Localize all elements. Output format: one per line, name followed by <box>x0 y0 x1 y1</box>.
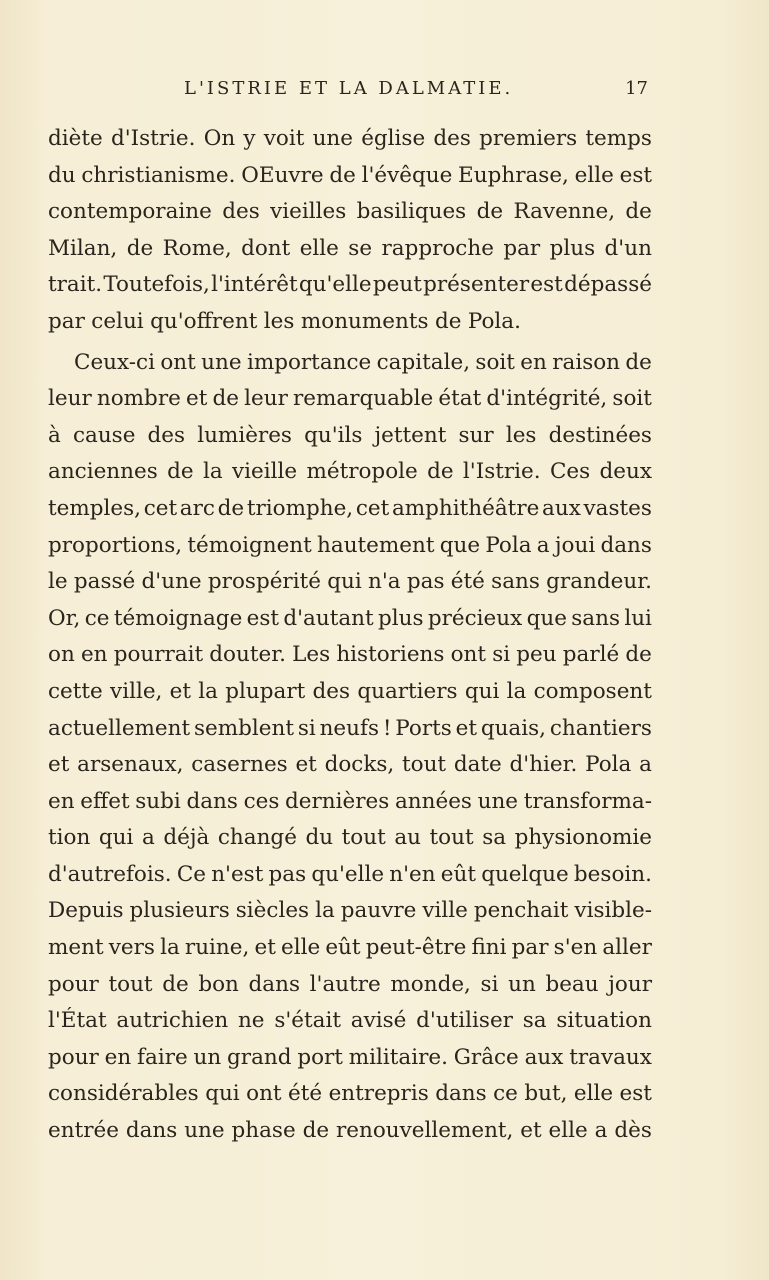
word: est <box>619 162 652 188</box>
body-text <box>48 121 652 1150</box>
word: elle <box>548 1118 588 1144</box>
word: que <box>526 605 567 631</box>
word: et <box>455 715 477 741</box>
word: un <box>508 971 536 997</box>
word: d'une <box>141 569 202 595</box>
word: subi <box>135 788 181 814</box>
word: et <box>48 752 70 778</box>
word: de <box>625 642 652 668</box>
word: été <box>288 1081 323 1107</box>
word: Euphrase, <box>458 162 569 188</box>
word: voit <box>263 126 305 151</box>
text-line <box>48 194 652 231</box>
word: sa <box>482 825 507 851</box>
word: ! <box>382 715 392 741</box>
word: d'autant <box>283 605 374 631</box>
text-line <box>48 1040 652 1077</box>
word: sa <box>522 1008 547 1034</box>
word: remarquable <box>293 386 434 412</box>
word: sans <box>571 605 620 631</box>
word: prospérité <box>207 569 321 595</box>
word: lumières <box>197 422 292 448</box>
word: tion <box>48 825 91 851</box>
word: dans <box>186 788 238 814</box>
word: ruine, <box>184 935 250 961</box>
word: cet <box>143 495 178 521</box>
word: plupart <box>225 678 306 704</box>
text-line <box>48 930 652 967</box>
word: n'est <box>211 861 264 887</box>
word: ville <box>422 898 468 924</box>
word: raison <box>552 349 621 375</box>
word: travaux <box>569 1044 652 1070</box>
word: si <box>492 642 511 668</box>
word: Les <box>292 642 331 668</box>
text-line <box>48 267 652 304</box>
word: on <box>48 642 75 668</box>
word: ce <box>493 1081 518 1107</box>
text-line <box>48 784 652 821</box>
word: Rome, <box>162 235 232 261</box>
word: qui <box>98 825 134 851</box>
word: l'État <box>48 1008 107 1034</box>
word: elle <box>574 162 614 188</box>
word: quartiers <box>357 678 458 704</box>
word: qui <box>205 1081 240 1107</box>
word: ville, <box>110 678 163 704</box>
word: parlé <box>562 642 620 668</box>
word: une <box>312 126 353 151</box>
word: une <box>184 1118 225 1144</box>
word: d'intégrité, <box>486 386 608 412</box>
text-line <box>48 454 652 491</box>
word: pour <box>48 971 99 997</box>
word: aller <box>602 935 652 961</box>
word: au <box>394 825 421 851</box>
word: anciennes <box>48 459 158 485</box>
word: et <box>185 386 208 412</box>
word: cause <box>72 422 136 448</box>
word: Ports <box>395 715 452 741</box>
word: quelque <box>481 861 569 887</box>
word: ment <box>48 935 104 961</box>
word: neufs <box>319 715 379 741</box>
word: christianisme. <box>81 162 236 188</box>
word: à <box>48 422 61 448</box>
text-line <box>48 893 652 930</box>
word: l'évêque <box>361 162 453 188</box>
word: monuments <box>300 308 429 334</box>
word: deux <box>599 459 652 485</box>
word: pauvre <box>340 898 417 924</box>
word: transforma- <box>523 788 652 814</box>
word: qui <box>464 678 500 704</box>
word: fini <box>471 935 507 961</box>
word: Milan, <box>48 235 118 261</box>
word: plus <box>378 605 424 631</box>
word: Depuis <box>48 898 124 924</box>
word: d'Istrie. <box>110 126 196 151</box>
word: hautement <box>317 532 435 558</box>
word: avisé <box>350 1008 407 1034</box>
word: la <box>202 459 223 485</box>
word: et <box>295 752 317 778</box>
text-line <box>48 967 652 1004</box>
word: but, <box>524 1081 568 1107</box>
word: de <box>625 349 652 375</box>
word: dans <box>435 1081 487 1107</box>
word: grandeur. <box>546 569 652 595</box>
word: Or, <box>48 605 81 631</box>
word: ce <box>84 605 110 631</box>
word: peut <box>372 272 422 298</box>
word: a <box>639 752 652 778</box>
word: a <box>141 825 155 851</box>
word: vers <box>108 935 155 961</box>
word: de <box>212 386 239 412</box>
word: église <box>361 126 426 151</box>
text-line <box>48 528 652 565</box>
word: siècles <box>235 898 310 924</box>
word: ont <box>160 349 196 375</box>
word: en <box>520 349 547 375</box>
word: pourrait <box>113 642 204 668</box>
word: renouvellement, <box>335 1118 514 1144</box>
word: qu'ils <box>304 422 363 448</box>
word: eût <box>440 861 476 887</box>
word: situation <box>556 1008 652 1034</box>
word: elle <box>573 1081 614 1107</box>
word: peu <box>516 642 557 668</box>
word: joui <box>554 532 596 558</box>
word: sur <box>458 422 494 448</box>
word: si <box>297 715 316 741</box>
word: proportions, <box>48 532 183 558</box>
word: est <box>619 1081 652 1107</box>
word: Toutefois, <box>103 272 210 298</box>
word: ne <box>237 1008 265 1034</box>
word: qu'offrent <box>150 308 258 334</box>
word: autrichien <box>116 1008 229 1034</box>
text-line <box>48 857 652 894</box>
word: dès <box>614 1118 652 1144</box>
word: temps <box>585 126 652 151</box>
word: sans <box>491 569 540 595</box>
text-line <box>48 1113 652 1150</box>
word: visible- <box>574 898 652 924</box>
word: l'intérêt <box>211 272 298 298</box>
word: elle <box>280 935 321 961</box>
word: tout <box>429 825 474 851</box>
word: trait. <box>48 272 103 298</box>
word: vieilles <box>270 199 347 225</box>
word: de <box>625 199 652 225</box>
word: de <box>126 235 154 261</box>
word: monde, <box>390 971 471 997</box>
word: des <box>222 199 260 225</box>
word: en <box>104 1044 132 1070</box>
word: présenter <box>423 272 530 298</box>
word: chantiers <box>549 715 652 741</box>
word: contemporaine <box>48 199 212 225</box>
word: OEuvre <box>241 162 324 188</box>
word: importance <box>246 349 372 375</box>
word: une <box>201 349 242 375</box>
word: la <box>315 898 335 924</box>
word: des <box>433 126 471 151</box>
word: port <box>297 1044 343 1070</box>
word: par <box>48 308 85 334</box>
word: la <box>506 678 527 704</box>
word: penchait <box>473 898 569 924</box>
word: et <box>520 1118 542 1144</box>
text-line <box>48 674 652 711</box>
word: destinées <box>548 422 652 448</box>
word: ont <box>246 1081 282 1107</box>
word: grand <box>227 1044 292 1070</box>
text-line <box>48 1003 652 1040</box>
word: l'autre <box>309 971 381 997</box>
word: qu'elle <box>311 861 385 887</box>
word: de <box>162 971 189 997</box>
word: elle <box>299 235 339 261</box>
word: jour <box>608 971 652 997</box>
text-line <box>48 491 652 528</box>
word: leur <box>48 386 92 412</box>
word: quais, <box>480 715 546 741</box>
word: temples, <box>48 495 141 521</box>
text-line <box>48 1076 652 1113</box>
word: déjà <box>163 825 210 851</box>
word: le <box>48 569 68 595</box>
word: tout <box>108 971 153 997</box>
word: de <box>329 162 356 188</box>
word: du <box>48 162 76 188</box>
word: plus <box>549 235 596 261</box>
word: arc <box>179 495 215 521</box>
word: semblent <box>193 715 294 741</box>
word: basiliques <box>356 199 467 225</box>
word: témoignent <box>187 532 312 558</box>
word: d'utiliser <box>416 1008 513 1034</box>
word: arsenaux, <box>77 752 184 778</box>
word: d'autrefois. <box>48 861 172 887</box>
word: effet <box>80 788 130 814</box>
word: Pola. <box>467 308 521 334</box>
word: militaire. <box>348 1044 448 1070</box>
word: la <box>160 935 180 961</box>
word: a <box>594 1118 608 1144</box>
word: ont <box>450 642 487 668</box>
running-head <box>48 78 648 108</box>
word: de <box>217 495 245 521</box>
word: de <box>167 459 194 485</box>
running-title: L'ISTRIE ET LA DALMATIE. <box>184 78 514 99</box>
page-number: 17 <box>625 78 648 99</box>
word: amphithéâtre <box>391 495 540 521</box>
word: physionomie <box>514 825 652 851</box>
word: Ce <box>176 861 206 887</box>
word: beau <box>545 971 599 997</box>
word: dans <box>125 1118 178 1144</box>
text-line <box>48 121 652 158</box>
word: précieux <box>427 605 523 631</box>
word: pour <box>48 1044 99 1070</box>
paragraph <box>48 345 652 1150</box>
word: n'en <box>389 861 436 887</box>
word: et <box>169 678 192 704</box>
word: Ces <box>549 459 591 485</box>
word: triomphe, <box>246 495 354 521</box>
word: années <box>394 788 472 814</box>
word: les <box>505 422 537 448</box>
word: métropole <box>306 459 418 485</box>
word: soit <box>475 349 515 375</box>
word: Pola <box>585 752 632 778</box>
word: aux <box>524 1044 564 1070</box>
word: plusieurs <box>129 898 230 924</box>
word: capitale, <box>376 349 471 375</box>
word: phase <box>231 1118 296 1144</box>
word: l'Istrie. <box>462 459 541 485</box>
word: un <box>193 1044 222 1070</box>
word: On <box>203 126 236 151</box>
word: des <box>147 422 186 448</box>
word: d'un <box>604 235 652 261</box>
word: témoignage <box>113 605 243 631</box>
word: dernières <box>285 788 390 814</box>
word: rapproche <box>381 235 494 261</box>
text-line <box>48 381 652 418</box>
word: de <box>476 199 504 225</box>
word: considérables <box>48 1081 199 1107</box>
word: par <box>503 235 541 261</box>
word: soit <box>612 386 652 412</box>
word: lui <box>624 605 652 631</box>
word: douter. <box>209 642 286 668</box>
word: nombre <box>96 386 181 412</box>
word: dépassé <box>564 272 652 298</box>
word: leur <box>244 386 288 412</box>
word: historiens <box>336 642 445 668</box>
text-line <box>48 418 652 455</box>
word: pas <box>406 569 445 595</box>
word: et <box>254 935 276 961</box>
text-line <box>48 601 652 638</box>
word: cet <box>355 495 390 521</box>
word: entrepris <box>328 1081 429 1107</box>
word: s'en <box>553 935 598 961</box>
word: pas <box>268 861 307 887</box>
word: de <box>427 459 454 485</box>
word: diète <box>48 126 103 151</box>
text-line <box>48 231 652 268</box>
word: si <box>480 971 499 997</box>
word: premiers <box>479 126 578 151</box>
word: la <box>198 678 218 704</box>
word: tout <box>341 825 386 851</box>
word: docks, <box>324 752 395 778</box>
text-line <box>48 747 652 784</box>
word: casernes <box>191 752 288 778</box>
word: Pola <box>485 532 532 558</box>
word: aux <box>542 495 581 521</box>
word: des <box>312 678 351 704</box>
word: tout <box>401 752 447 778</box>
word: a <box>536 532 550 558</box>
text-line <box>48 304 652 341</box>
word: composent <box>533 678 652 704</box>
text-line <box>48 820 652 857</box>
word: de <box>302 1118 330 1144</box>
word: été <box>450 569 485 595</box>
word: jettent <box>374 422 447 448</box>
word: s'était <box>274 1008 341 1034</box>
word: qu'elle <box>298 272 372 298</box>
word: par <box>511 935 549 961</box>
word: actuellement <box>48 715 191 741</box>
paragraph <box>48 121 652 341</box>
word: bon <box>198 971 239 997</box>
text-line <box>48 711 652 748</box>
text-line <box>48 564 652 601</box>
word: dans <box>248 971 301 997</box>
word: peut-être <box>365 935 467 961</box>
word: est <box>246 605 280 631</box>
word: Ravenne, <box>513 199 616 225</box>
word: dont <box>241 235 291 261</box>
word: les <box>263 308 295 334</box>
word: faire <box>137 1044 188 1070</box>
word: changé <box>217 825 297 851</box>
word: se <box>348 235 373 261</box>
word: cette <box>48 678 103 704</box>
word: n'a <box>368 569 401 595</box>
word: y <box>243 126 256 151</box>
word: d'hier. <box>509 752 578 778</box>
word: date <box>453 752 502 778</box>
text-line <box>48 158 652 195</box>
word: en <box>80 642 108 668</box>
word: ces <box>243 788 280 814</box>
word: entrée <box>48 1118 119 1144</box>
word: besoin. <box>573 861 652 887</box>
word: du <box>305 825 334 851</box>
word: dans <box>600 532 652 558</box>
text-line <box>48 345 652 382</box>
word: vastes <box>583 495 652 521</box>
word: Ceux-ci <box>74 349 155 375</box>
word: qui <box>327 569 362 595</box>
word: une <box>477 788 519 814</box>
text-line <box>48 637 652 674</box>
word: état <box>438 386 482 412</box>
word: que <box>439 532 481 558</box>
word: est <box>530 272 563 298</box>
word: vieille <box>232 459 298 485</box>
word: eût <box>325 935 361 961</box>
word: passé <box>73 569 136 595</box>
word: en <box>48 788 75 814</box>
word: Grâce <box>453 1044 519 1070</box>
word: de <box>434 308 462 334</box>
word: celui <box>91 308 144 334</box>
